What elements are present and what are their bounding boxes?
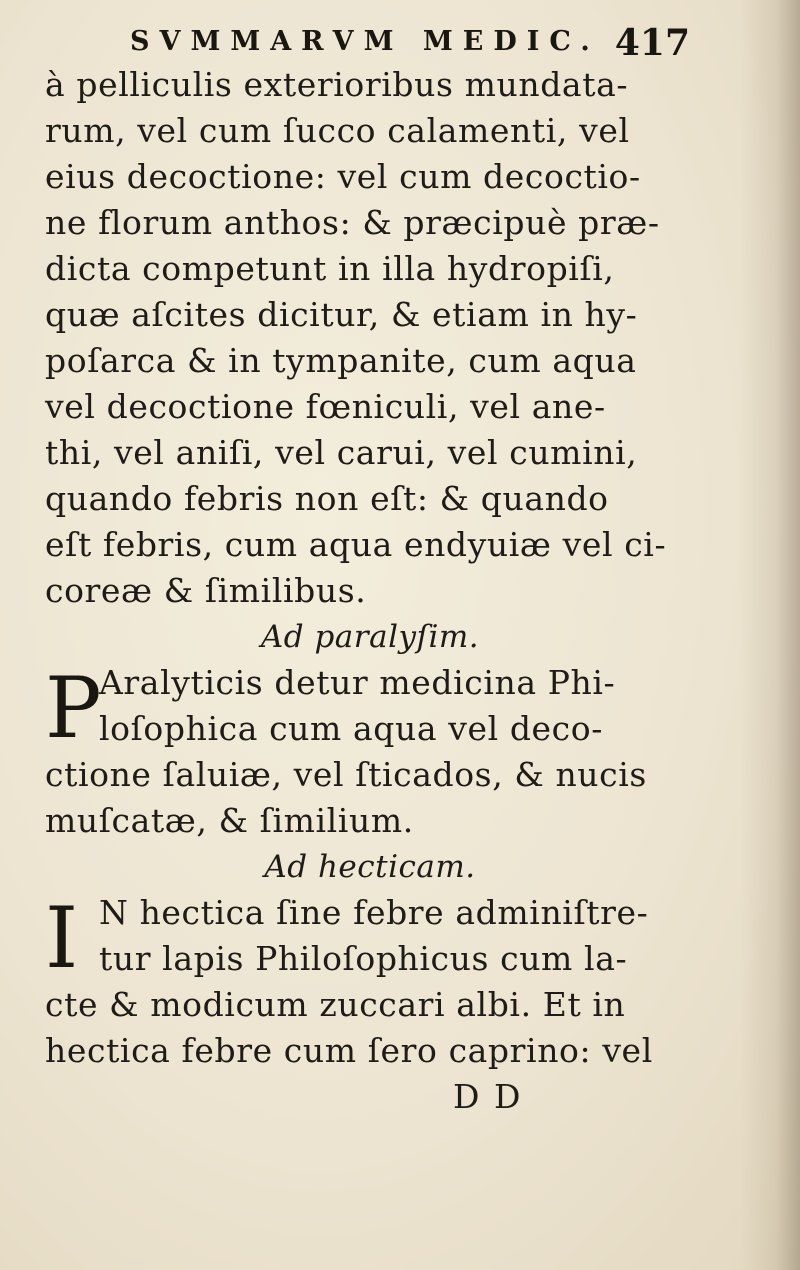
drop-cap: P [45, 659, 102, 757]
text-line: ne florum anthos: & præcipuè præ- [45, 203, 660, 242]
text-line: muſcatæ, & ſimilium. [45, 801, 414, 840]
text-line: poſarca & in tympanite, cum aqua [45, 341, 637, 380]
text-line: loſophica cum aqua vel deco- [99, 709, 603, 748]
text-line: coreæ & ſimilibus. [45, 571, 367, 610]
gutter-shadow [740, 0, 800, 1270]
text-line: quæ aſcites dicitur, & etiam in hy- [45, 295, 638, 334]
text-line: vel decoctione fœniculi, vel ane- [45, 387, 606, 426]
paragraph-hectica [45, 890, 665, 1074]
text-line: rum, vel cum ſucco calamenti, vel [45, 111, 630, 150]
body-text [45, 62, 665, 1120]
text-line: ctione ſaluiæ, vel ſticados, & nucis [45, 755, 647, 794]
text-line: N hectica ſine febre adminiſtre- [99, 893, 649, 932]
section-heading-hectica: Ad hecticam. [264, 849, 476, 885]
text-line: dicta competunt in illa hydropiſi, [45, 249, 615, 288]
signature-mark: D D [453, 1077, 523, 1116]
text-line: tur lapis Philoſophicus cum la- [99, 939, 628, 978]
paragraph-paralysis [45, 660, 665, 844]
text-line: eius decoctione: vel cum decoctio- [45, 157, 641, 196]
text-line: cte & modicum zuccari albi. Et in [45, 985, 626, 1024]
text-line: Aralyticis detur medicina Phi- [99, 663, 616, 702]
text-line: à pelliculis exterioribus mundata- [45, 65, 629, 104]
drop-cap: I [45, 889, 79, 987]
text-line: eſt febris, cum aqua endyuiæ vel ci- [45, 525, 667, 564]
section-heading-paralysis: Ad paralyſim. [260, 619, 480, 655]
running-head [130, 18, 690, 68]
paragraph-hydrops [45, 62, 665, 614]
running-title: SVMMARVM MEDIC. [130, 26, 600, 57]
text-line: thi, vel aniſi, vel carui, vel cumini, [45, 433, 638, 472]
text-line: hectica febre cum ſero caprino: vel [45, 1031, 653, 1070]
page-number: 417 [614, 22, 690, 64]
text-line: quando febris non eſt: & quando [45, 479, 609, 518]
